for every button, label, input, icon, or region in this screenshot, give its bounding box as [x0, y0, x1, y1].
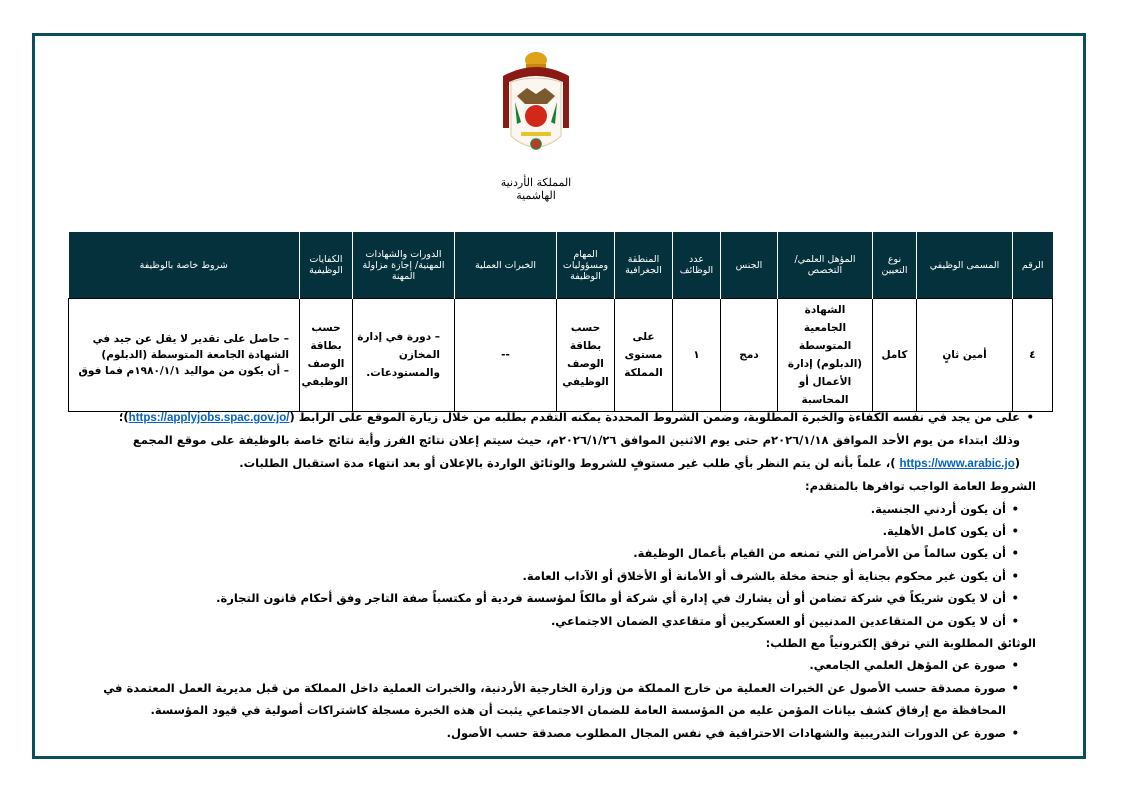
- cell-courses: – دورة في إدارة المخازن والمستودعات.: [353, 299, 455, 412]
- intro-paragraph: [76, 406, 1036, 429]
- arabic-academy-link[interactable]: https://www.arabic.jo: [899, 457, 1015, 470]
- condition-item: • أن يكون كامل الأهلية.: [76, 520, 1036, 542]
- header-number: الرقم: [1013, 232, 1053, 299]
- cell-duties: حسب بطاقة الوصف الوظيفي: [557, 299, 615, 412]
- paren-open: (: [1014, 455, 1020, 470]
- cell-number: ٤: [1013, 299, 1053, 412]
- kingdom-name: المملكة الأردنية الهاشمية: [500, 176, 572, 202]
- intro-line1: على من يجد في نفسه الكفاءة والخبرة المطلوبة، وضمن الشروط المحددة يمكنه التقدم بطلبه من خلال زيارة الموقع على الرابط (: [289, 410, 1020, 424]
- special-condition: – حاصل على تقدير لا يقل عن جيد في الشهادة الجامعة المتوسطة (الدبلوم): [92, 333, 289, 361]
- cell-competencies: حسب بطاقة الوصف الوظيفي: [300, 299, 353, 412]
- intro-dates: [76, 429, 1036, 451]
- header-qualification: المؤهل العلمي/ التخصص: [778, 232, 873, 299]
- special-condition: – أن يكون من مواليد ١٩٨٠/١/١م فما فوق: [78, 365, 289, 377]
- cell-region: على مستوى المملكة: [615, 299, 673, 412]
- cell-experience: --: [455, 299, 557, 412]
- header-experience: الخبرات العملية: [455, 232, 557, 299]
- intro-line1-end: )؛: [118, 410, 129, 424]
- general-conditions-title: الشروط العامة الواجب توافرها بالمتقدم:: [804, 479, 1036, 494]
- document-item: • صورة عن المؤهل العلمي الجامعي.: [76, 654, 1036, 676]
- announcement-body: [76, 406, 1036, 744]
- cell-gender: دمج: [721, 299, 778, 412]
- header-region: المنطقة الجغرافية: [615, 232, 673, 299]
- condition-item: • أن يكون غير محكوم بجناية أو جنحة مخلة بالشرف أو الأمانة أو الأخلاق أو الآداب العامة.: [76, 565, 1036, 587]
- document-item: • صورة عن الدورات التدريبية والشهادات الاحترافية في نفس المجال المطلوب مصدقة حسب الأصول.: [76, 722, 1036, 744]
- cell-qualification: الشهادة الجامعية المتوسطة (الدبلوم) إدارة الأعمال أو المحاسبة: [778, 299, 873, 412]
- cell-vacancies: ١: [673, 299, 721, 412]
- header-job-title: المسمى الوظيفي: [917, 232, 1013, 299]
- table-row: [69, 299, 1053, 412]
- coat-of-arms-icon: [497, 48, 575, 160]
- header-appointment-type: نوع التعيين: [873, 232, 917, 299]
- header-gender: الجنس: [721, 232, 778, 299]
- intro-notice: [76, 452, 1036, 475]
- condition-item: • أن لا يكون من المتقاعدين المدنيين أو العسكريين أو متقاعدي الضمان الاجتماعي.: [76, 610, 1036, 632]
- documents-title: الوثائق المطلوبة التي ترفق إلكترونياً مع الطلب:: [765, 636, 1036, 651]
- jobs-table: [68, 232, 1053, 412]
- header-courses: الدورات والشهادات المهنية/ إجازة مزاولة المهنة: [353, 232, 455, 299]
- intro-line2: وذلك ابتداء من يوم الأحد الموافق ٢٠٢٦/١/١٨م حتى يوم الاثنين الموافق ٢٠٢٦/١/٢٦م، حيث سيتم إعلان نتائج الفرز وأية نتائج خاصة بالوظيفة على موقع المجمع: [132, 433, 1020, 448]
- document-item: • صورة مصدقة حسب الأصول عن الخبرات العملية من خارج المملكة من وزارة الخارجية الأردنية، والخبرات العملية داخل المملكة من قبل مديرية العمل المعتمدة في المحافظة مع إرفاق كشف بيانات المؤمن عليه من المؤسسة العامة للضمان الاجتماعي يثبت أن هذه الخبرة مسجلة كاشتراكات أصولية في قيود المؤسسة.: [76, 677, 1036, 722]
- header-vacancies: عدد الوظائف: [673, 232, 721, 299]
- cell-special-conditions: [69, 299, 300, 412]
- header-special-conditions: شروط خاصة بالوظيفة: [69, 232, 300, 299]
- intro-line3: )، علماً بأنه لن يتم النظر بأي طلب غير مستوفٍ للشروط والوثائق الواردة بالإعلان أو بعد انتهاء مدة استقبال الطلبات.: [239, 455, 900, 470]
- cell-appointment-type: كامل: [873, 299, 917, 412]
- condition-item: • أن يكون أردني الجنسية.: [76, 498, 1036, 520]
- header-duties: المهام ومسؤوليات الوظيفة: [557, 232, 615, 299]
- table-header-row: [69, 232, 1053, 299]
- cell-job-title: أمين ثانٍ: [917, 299, 1013, 412]
- condition-item: • أن لا يكون شريكاً في شركة تضامن أو أن يشارك في إدارة أي شركة أو مالكاً لمؤسسة فردية أو مكتسباً صفة التاجر وفق أحكام قانون التجارة.: [76, 587, 1036, 609]
- condition-item: • أن يكون سالماً من الأمراض التي تمنعه من القيام بأعمال الوظيفة.: [76, 542, 1036, 564]
- apply-link[interactable]: https://applyjobs.spac.gov.jo/: [128, 412, 290, 424]
- header-competencies: الكفايات الوظيفية: [300, 232, 353, 299]
